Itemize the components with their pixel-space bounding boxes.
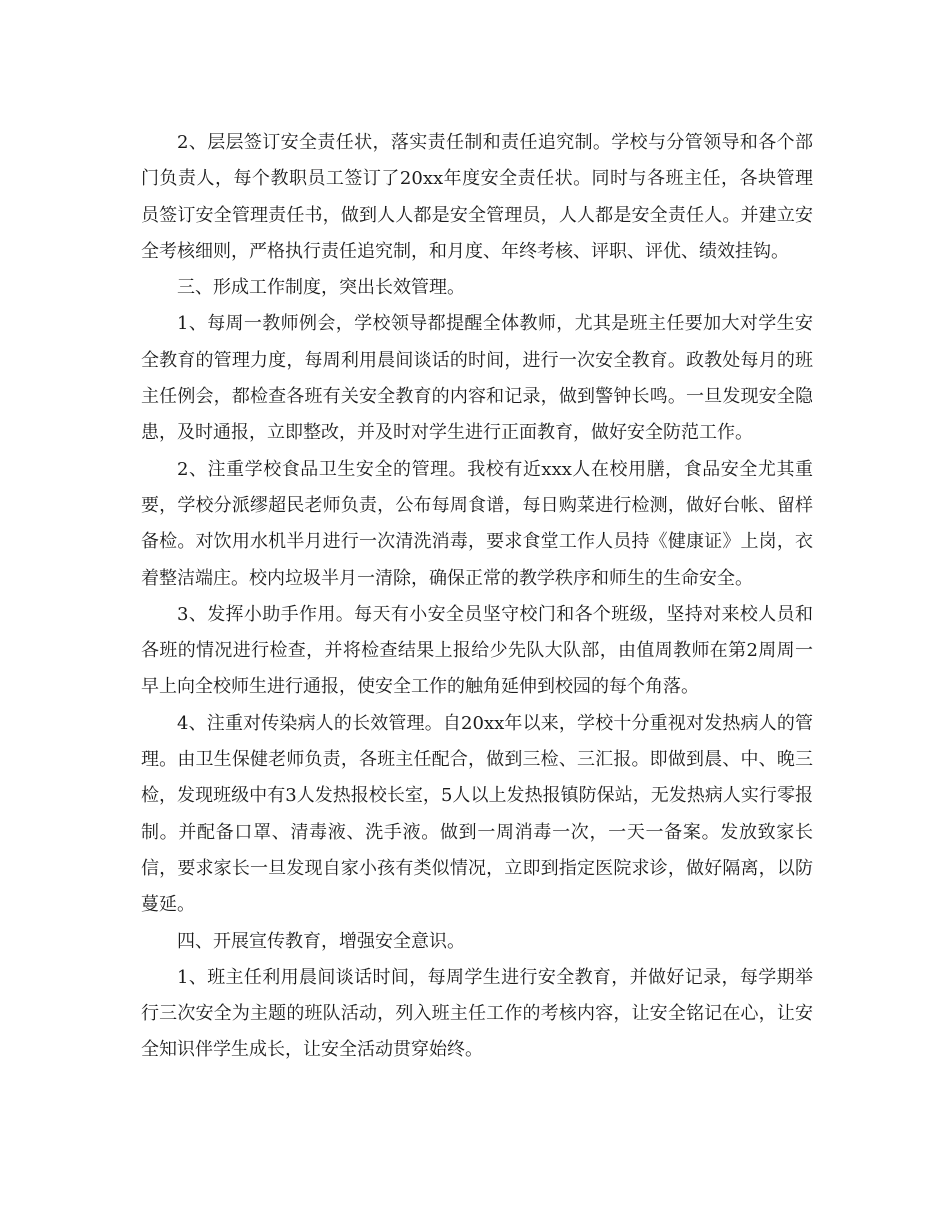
paragraph-infectious-disease: 4、注重对传染病人的长效管理。自20xx年以来，学校十分重视对发热病人的管理。由卫生保健老师负责，各班主任配合，做到三检、三汇报。即做到晨、中、晚三检，发现班级中有3人发热报校长室，5人以上发热报镇防保站，无发热病人实行零报制。并配备口罩、清毒液、洗手液。做到一周消毒一次，一天一备案。发放致家长信，要求家长一旦发现自家小孩有类似情况，立即到指定医院求诊，做好隔离，以防蔓延。 [141, 712, 813, 916]
paragraph-little-helpers: 3、发挥小助手作用。每天有小安全员坚守校门和各个班级，坚持对来校人员和各班的情况进行检查，并将检查结果上报给少先队大队部，由值周教师在第2周周一早上向全校师生进行通报，使安全工作的触角延伸到校园的每个角落。 [141, 603, 813, 698]
document-body [141, 125, 813, 1069]
paragraph-class-teacher-education: 1、班主任利用晨间谈话时间，每周学生进行安全教育，并做好记录，每学期举行三次安全为主题的班队活动，列入班主任工作的考核内容，让安全铭记在心，让安全知识伴学生成长，让安全活动贯穿始终。 [141, 966, 813, 1061]
paragraph-food-safety: 2、注重学校食品卫生安全的管理。我校有近xxx人在校用膳，食品安全尤其重要，学校分派缪超民老师负责，公布每周食谱，每日购菜进行检测，做好台帐、留样备检。对饮用水机半月进行一次清洗消毒，要求食堂工作人员持《健康证》上岗，衣着整洁端庄。校内垃圾半月一清除，确保正常的教学秩序和师生的生命安全。 [141, 458, 813, 589]
paragraph-responsibility-contracts: 2、层层签订安全责任状，落实责任制和责任追究制。学校与分管领导和各个部门负责人，每个教职员工签订了20xx年度安全责任状。同时与各班主任，各块管理员签订安全管理责任书，做到人人都是安全管理员，人人都是安全责任人。并建立安全考核细则，严格执行责任追究制，和月度、年终考核、评职、评优、绩效挂钩。 [141, 132, 813, 262]
section-heading-publicity-education: 四、开展宣传教育，增强安全意识。 [177, 930, 465, 952]
section-heading-work-system: 三、形成工作制度，突出长效管理。 [177, 277, 465, 299]
paragraph-weekly-meeting: 1、每周一教师例会，学校领导都提醒全体教师，尤其是班主任要加大对学生安全教育的管理力度，每周利用晨间谈话的时间，进行一次安全教育。政教处每月的班主任例会，都检查各班有关安全教育的内容和记录，做到警钟长鸣。一旦发现安全隐患，及时通报，立即整改，并及时对学生进行正面教育，做好安全防范工作。 [141, 313, 813, 444]
